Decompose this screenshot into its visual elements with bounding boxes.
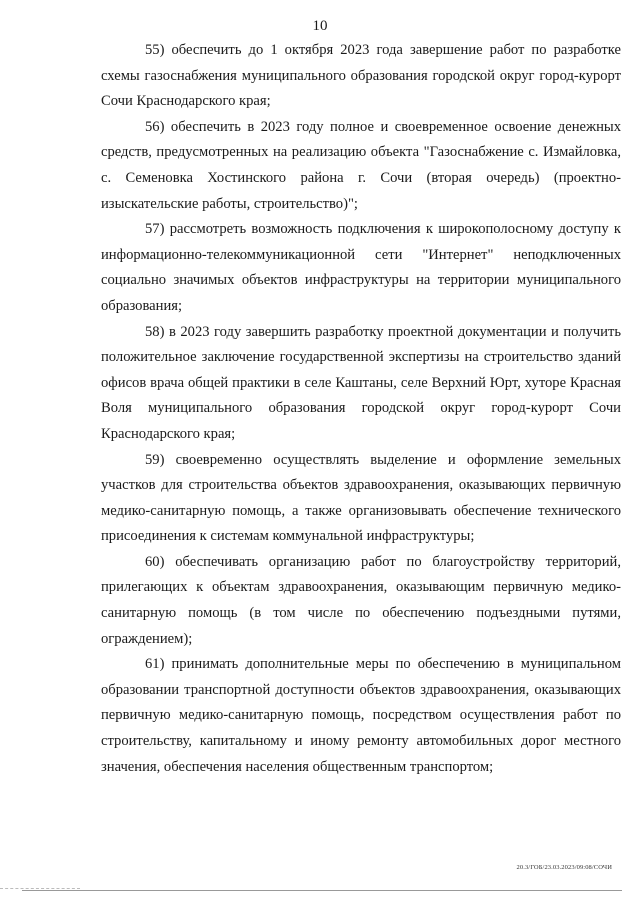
bottom-divider: [22, 890, 622, 891]
paragraph-61: 61) принимать дополнительные меры по обеспечению в муниципальном образовании транспортной доступности объектов здравоохранения, оказывающих первичную медико-санитарную помощь, посредством осуществления работ по строительству, капитальному и иному ремонту автомобильных дорог местного значения, обеспечения населения общественным транспортом;: [101, 656, 621, 775]
document-body: [101, 38, 621, 780]
page-number: 10: [312, 18, 328, 34]
document-registration-code: 20.3/ГОБ/23.03.2023/09:08/СОЧИ: [516, 864, 612, 871]
paragraph-57: 57) рассмотреть возможность подключения к широкополосному доступу к информационно-телекоммуникационной сети "Интернет" неподключенных социально значимых объектов инфраструктуры на территории муниципального образования;: [101, 221, 621, 314]
paragraph-56: 56) обеспечить в 2023 году полное и своевременное освоение денежных средств, предусмотренных на реализацию объекта "Газоснабжение с. Измайловка, с. Семеновка Хостинского района г. Сочи (вторая очередь) (проектно-изыскательские работы, строительство)";: [101, 118, 621, 212]
paragraph-59: 59) своевременно осуществлять выделение и оформление земельных участков для строительства объектов здравоохранения, оказывающих первичную медико-санитарную помощь, а также организовывать обеспечение технического присоединения к системам коммунальной инфраструктуры;: [101, 451, 621, 545]
paragraph-58: 58) в 2023 году завершить разработку проектной документации и получить положительное заключение государственной экспертизы на строительство зданий офисов врача общей практики в селе Каштаны, селе Верхний Юрт, хуторе Красная Воля муниципального образования городской округ город-курорт Сочи Краснодарского края;: [101, 323, 621, 442]
paragraph-55: 55) обеспечить до 1 октября 2023 года завершение работ по разработке схемы газоснабжения муниципального образования городской округ город-курорт Сочи Краснодарского края;: [101, 42, 621, 110]
paragraph-60: 60) обеспечивать организацию работ по благоустройству территорий, прилегающих к объектам здравоохранения, оказывающим первичную медико-санитарную помощь (в том числе по обеспечению подъездными путями, ограждением);: [101, 553, 621, 647]
bottom-divider-dashed: [0, 888, 80, 889]
